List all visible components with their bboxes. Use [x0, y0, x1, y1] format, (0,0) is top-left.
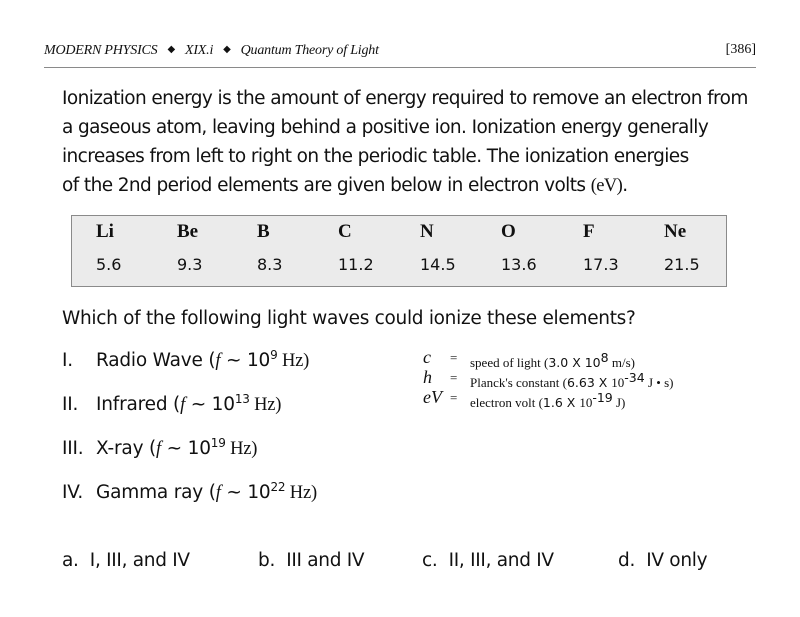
energy-cell: 8.3	[257, 255, 283, 274]
wave-option: II. Infrared (f ~ $10^{13}$ Hz)	[62, 392, 282, 415]
element-cell: Be	[177, 221, 199, 242]
answer-choice-c[interactable]: c. II, III, and IV	[422, 550, 554, 571]
element-header-row	[72, 221, 726, 251]
element-cell: Li	[96, 221, 114, 242]
element-cell: C	[338, 221, 352, 242]
wave-option: I. Radio Wave (f ~ $10^9$ Hz)	[62, 348, 310, 371]
energy-value-row	[72, 255, 726, 285]
answer-choice-b[interactable]: b. III and IV	[258, 550, 365, 571]
intro-paragraph	[62, 84, 752, 201]
running-header	[44, 40, 756, 62]
energy-cell: 14.5	[420, 255, 456, 274]
topic-title: Quantum Theory of Light	[240, 43, 379, 58]
intro-line: of the 2nd period elements are given below in electron volts (eV).	[62, 175, 628, 196]
energy-cell: 21.5	[664, 255, 700, 274]
element-cell: F	[583, 221, 595, 242]
header-breadcrumb	[44, 43, 379, 59]
energy-cell: 13.6	[501, 255, 537, 274]
ionization-energy-table	[71, 215, 727, 287]
element-cell: B	[257, 221, 270, 242]
energy-cell: 9.3	[177, 255, 203, 274]
bullet-icon: ◆	[167, 44, 175, 55]
element-cell: N	[420, 221, 434, 242]
element-cell: Ne	[664, 221, 687, 242]
energy-cell: 17.3	[583, 255, 619, 274]
question-text: Which of the following light waves could ionize these elements?	[62, 308, 636, 329]
wave-option: IV. Gamma ray (f ~ $10^{22}$ Hz)	[62, 480, 317, 503]
answer-choice-a[interactable]: a. I, III, and IV	[62, 550, 190, 571]
intro-line: a gaseous atom, leaving behind a positive ion. Ionization energy generally	[62, 117, 709, 138]
energy-cell: 11.2	[338, 255, 374, 274]
energy-cell: 5.6	[96, 255, 122, 274]
bullet-icon: ◆	[223, 44, 231, 55]
page-number: [386]	[725, 42, 756, 57]
section-id: XIX.i	[184, 43, 214, 58]
element-cell: O	[501, 221, 516, 242]
intro-line: increases from left to right on the periodic table. The ionization energies	[62, 146, 689, 167]
header-divider	[44, 67, 756, 68]
intro-line: Ionization energy is the amount of energy required to remove an electron from	[62, 88, 748, 109]
unit-ev: (eV)	[590, 176, 623, 196]
answer-choice-d[interactable]: d. IV only	[618, 550, 708, 571]
book-title: MODERN PHYSICS	[44, 43, 158, 58]
wave-option: III. X-ray (f ~ $10^{19}$ Hz)	[62, 436, 258, 459]
